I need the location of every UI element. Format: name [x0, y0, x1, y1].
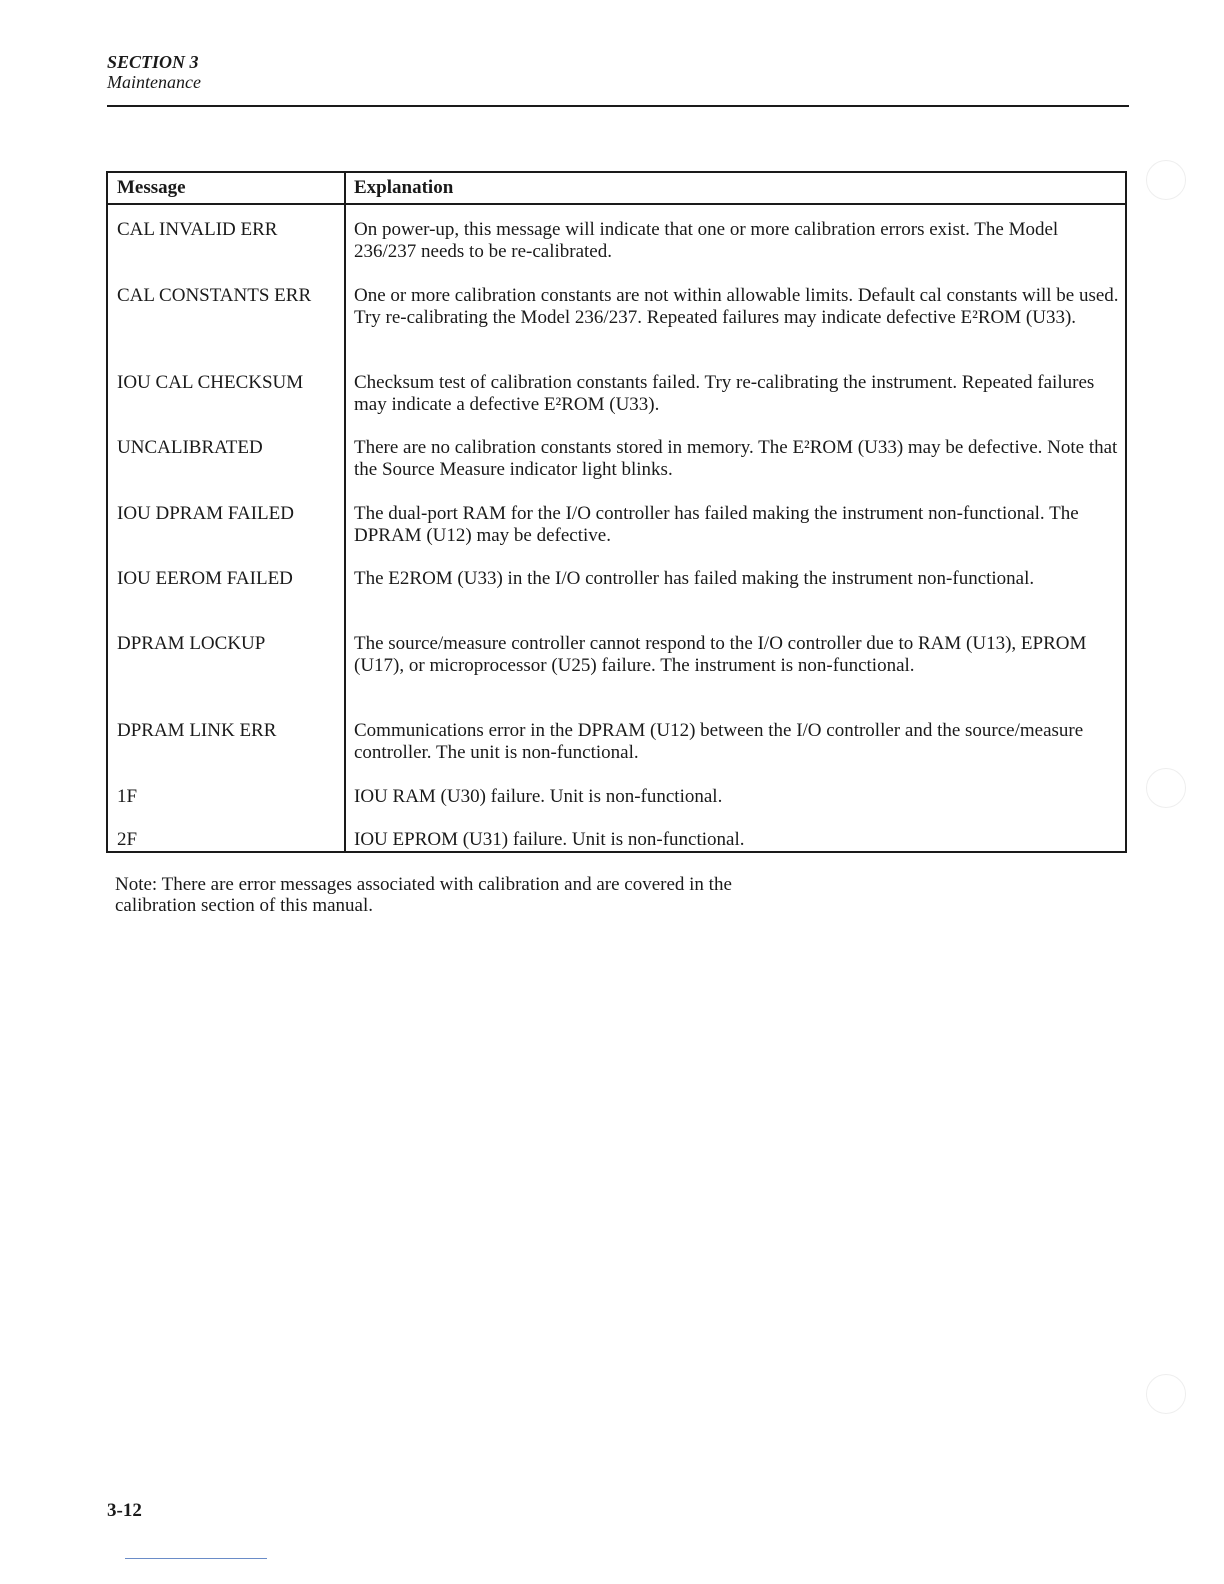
header-row-rule [108, 203, 1125, 205]
column-divider [344, 173, 346, 851]
row-message: DPRAM LOCKUP [117, 633, 266, 654]
row-explanation: IOU RAM (U30) failure. Unit is non-functional. [354, 786, 723, 807]
footer-line [125, 1558, 267, 1559]
row-message: IOU DPRAM FAILED [117, 503, 294, 524]
row-message: UNCALIBRATED [117, 437, 263, 458]
punch-hole [1146, 768, 1186, 808]
page-number: 3-12 [107, 1500, 142, 1521]
section-title: SECTION 3 [107, 52, 199, 72]
row-explanation: One or more calibration constants are not within allowable limits. Default cal constants will be used. Try re-calibrating the Model 236/237. Repeated failures may indicate defective E²ROM (U33). [354, 285, 1119, 328]
row-explanation: Communications error in the DPRAM (U12) between the I/O controller and the source/measure controller. The unit is non-functional. [354, 720, 1084, 763]
row-explanation: Checksum test of calibration constants failed. Try re-calibrating the instrument. Repeated failures may indicate a defective E²ROM (U33). [354, 372, 1095, 415]
row-message: CAL CONSTANTS ERR [117, 285, 312, 306]
column-header-explanation: Explanation [354, 177, 454, 198]
row-message: DPRAM LINK ERR [117, 720, 277, 741]
punch-hole [1146, 160, 1186, 200]
row-message: CAL INVALID ERR [117, 219, 278, 240]
header-rule [107, 105, 1129, 107]
row-explanation: The E2ROM (U33) in the I/O controller has failed making the instrument non-functional. [354, 568, 1035, 589]
row-explanation: On power-up, this message will indicate that one or more calibration errors exist. The Model 236/237 needs to be re-calibrated. [354, 219, 1059, 262]
calibration-note: Note: There are error messages associated with calibration and are covered in the calibration section of this manual. [115, 874, 732, 916]
page-header [107, 52, 201, 92]
row-explanation: There are no calibration constants stored in memory. The E²ROM (U33) may be defective. Note that the Source Measure indicator light blinks. [354, 437, 1118, 480]
row-message: 2F [117, 829, 138, 850]
row-message: 1F [117, 786, 138, 807]
row-explanation: IOU EPROM (U31) failure. Unit is non-functional. [354, 829, 745, 850]
row-message: IOU EEROM FAILED [117, 568, 293, 589]
row-message: IOU CAL CHECKSUM [117, 372, 304, 393]
section-subtitle: Maintenance [107, 72, 201, 92]
error-message-table [106, 171, 1127, 853]
punch-hole [1146, 1374, 1186, 1414]
row-explanation: The source/measure controller cannot respond to the I/O controller due to RAM (U13), EPROM (U17), or microprocessor (U25) failure. The instrument is non-functional. [354, 633, 1087, 676]
column-header-message: Message [117, 177, 186, 198]
row-explanation: The dual-port RAM for the I/O controller has failed making the instrument non-functional. The DPRAM (U12) may be defective. [354, 503, 1079, 546]
